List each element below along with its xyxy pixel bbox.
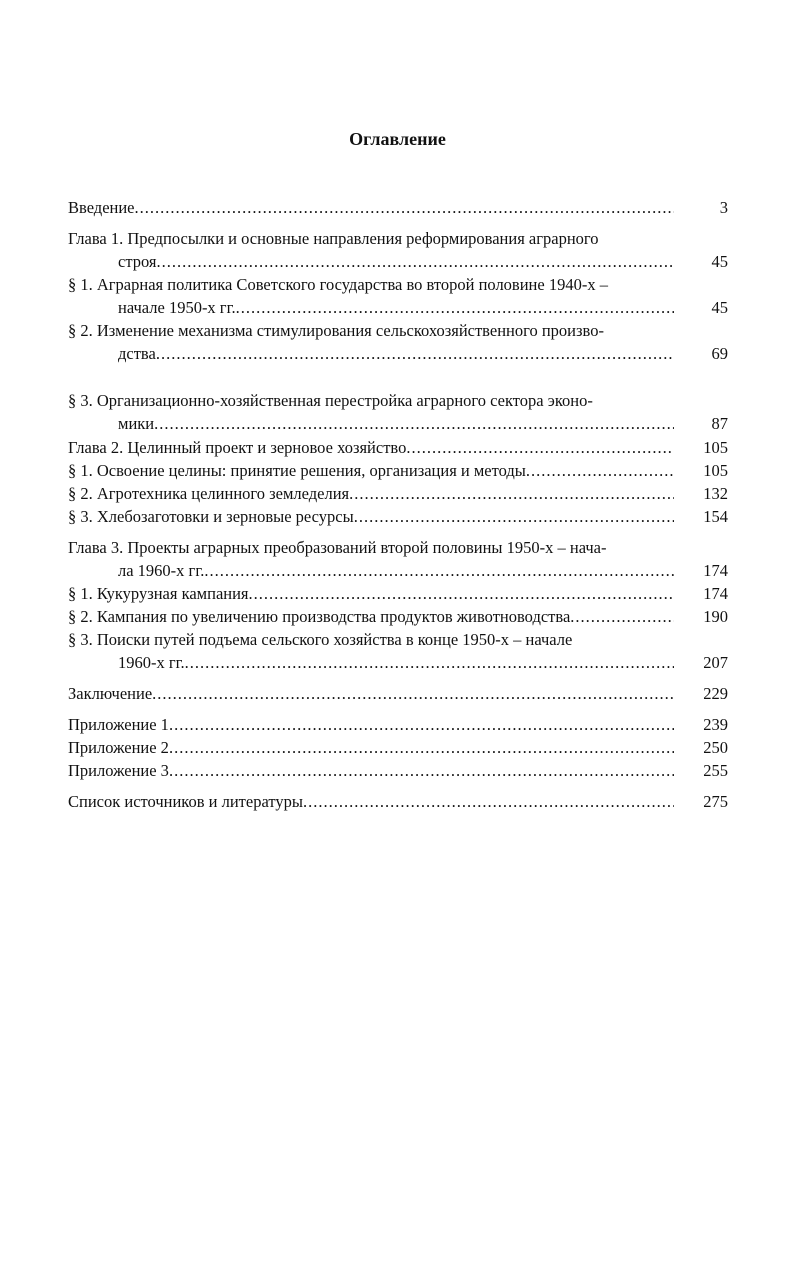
toc-page-number: 3 bbox=[719, 198, 728, 217]
toc-entry-ch1-section-2[interactable] bbox=[68, 319, 728, 365]
toc-entry-text: Введение bbox=[68, 198, 135, 217]
leader-dots bbox=[154, 412, 674, 435]
toc-entry-chapter-2[interactable] bbox=[68, 436, 728, 459]
toc-entry-ch2-section-3[interactable] bbox=[68, 505, 728, 528]
toc-page-number: 239 bbox=[703, 715, 728, 734]
toc-entry-heading: Глава 3. Проекты аграрных преобразований второй половины 1950-х – нача- bbox=[68, 538, 607, 557]
toc-entry-text: Приложение 2 bbox=[68, 738, 169, 757]
leader-dots bbox=[169, 713, 674, 736]
toc-entry-ch1-section-1[interactable] bbox=[68, 273, 728, 319]
leader-dots bbox=[185, 651, 674, 674]
toc-entry-ch1-section-3[interactable] bbox=[68, 389, 728, 435]
leader-dots bbox=[349, 482, 674, 505]
toc-entry-introduction[interactable] bbox=[68, 196, 728, 219]
toc-page-number: 87 bbox=[711, 414, 728, 433]
toc-page-number: 174 bbox=[703, 561, 728, 580]
leader-dots bbox=[526, 459, 674, 482]
leader-dots bbox=[152, 682, 674, 705]
toc-entry-ch3-section-3[interactable] bbox=[68, 628, 728, 674]
toc-entry-heading: Глава 1. Предпосылки и основные направления реформирования аграрного bbox=[68, 229, 599, 248]
toc-page-number: 250 bbox=[703, 738, 728, 757]
toc-entry-heading: § 3. Организационно-хозяйственная перестройка аграрного сектора эконо- bbox=[68, 391, 593, 410]
leader-dots bbox=[156, 342, 674, 365]
leader-dots bbox=[406, 436, 674, 459]
leader-dots bbox=[135, 196, 674, 219]
toc-entry-text: Заключение bbox=[68, 684, 153, 703]
toc-entry-appendix-1[interactable] bbox=[68, 713, 728, 736]
leader-dots bbox=[236, 296, 674, 319]
toc-page-number: 154 bbox=[703, 507, 728, 526]
toc-entry-chapter-1[interactable] bbox=[68, 227, 728, 273]
leader-dots bbox=[354, 505, 674, 528]
toc-entry-text: § 2. Кампания по увеличению производства продуктов животноводства bbox=[68, 607, 571, 626]
toc-entry-text: § 1. Кукурузная кампания bbox=[68, 584, 249, 603]
toc-page-number: 275 bbox=[703, 792, 728, 811]
toc-entry-bibliography[interactable] bbox=[68, 790, 728, 813]
toc-entry-conclusion[interactable] bbox=[68, 682, 728, 705]
toc-entry-ch3-section-2[interactable] bbox=[68, 605, 728, 628]
toc-entry-text: § 3. Хлебозаготовки и зерновые ресурсы bbox=[68, 507, 354, 526]
leader-dots bbox=[169, 759, 674, 782]
toc-entry-appendix-3[interactable] bbox=[68, 759, 728, 782]
toc-entry-heading: § 1. Аграрная политика Советского государства во второй половине 1940-х – bbox=[68, 275, 608, 294]
toc-entry-text: Список источников и литературы bbox=[68, 792, 303, 811]
toc-entry-ch2-section-2[interactable] bbox=[68, 482, 728, 505]
toc-entry-text: § 2. Агротехника целинного земледелия bbox=[68, 484, 350, 503]
toc-page-number: 69 bbox=[711, 344, 728, 363]
toc-entry-text: мики bbox=[118, 414, 155, 433]
leader-dots bbox=[169, 736, 674, 759]
toc-entry-ch3-section-1[interactable] bbox=[68, 582, 728, 605]
leader-dots bbox=[249, 582, 674, 605]
toc-page-number: 105 bbox=[703, 438, 728, 457]
toc-entry-text: ла 1960-х гг. bbox=[118, 561, 205, 580]
toc-entry-text: Приложение 1 bbox=[68, 715, 169, 734]
toc-page-number: 45 bbox=[711, 298, 728, 317]
toc-entry-text: начале 1950-х гг. bbox=[118, 298, 236, 317]
toc-entry-text: строя bbox=[118, 252, 157, 271]
toc-page-number: 190 bbox=[703, 607, 728, 626]
toc-entry-chapter-3[interactable] bbox=[68, 536, 728, 582]
toc-page-number: 45 bbox=[711, 252, 728, 271]
toc-entry-heading: § 3. Поиски путей подъема сельского хозяйства в конце 1950-х – начале bbox=[68, 630, 573, 649]
toc-entry-text: 1960-х гг. bbox=[118, 653, 185, 672]
leader-dots bbox=[204, 559, 674, 582]
toc-entry-ch2-section-1[interactable] bbox=[68, 459, 728, 482]
toc-entry-text: Приложение 3 bbox=[68, 761, 169, 780]
toc-page-number: 229 bbox=[703, 684, 728, 703]
toc-page-number: 132 bbox=[703, 484, 728, 503]
leader-dots bbox=[303, 790, 674, 813]
toc-page-number: 207 bbox=[703, 653, 728, 672]
toc-entry-heading: § 2. Изменение механизма стимулирования сельскохозяйственного произво- bbox=[68, 321, 604, 340]
toc-entry-text: § 1. Освоение целины: принятие решения, организация и методы bbox=[68, 461, 526, 480]
table-of-contents bbox=[68, 196, 728, 813]
leader-dots bbox=[157, 250, 674, 273]
toc-page-number: 255 bbox=[703, 761, 728, 780]
toc-entry-text: дства bbox=[118, 344, 156, 363]
toc-page-number: 174 bbox=[703, 584, 728, 603]
leader-dots bbox=[570, 605, 674, 628]
toc-entry-appendix-2[interactable] bbox=[68, 736, 728, 759]
toc-entry-text: Глава 2. Целинный проект и зерновое хозяйство bbox=[68, 438, 407, 457]
page-title: Оглавление bbox=[349, 129, 446, 149]
toc-page-number: 105 bbox=[703, 461, 728, 480]
